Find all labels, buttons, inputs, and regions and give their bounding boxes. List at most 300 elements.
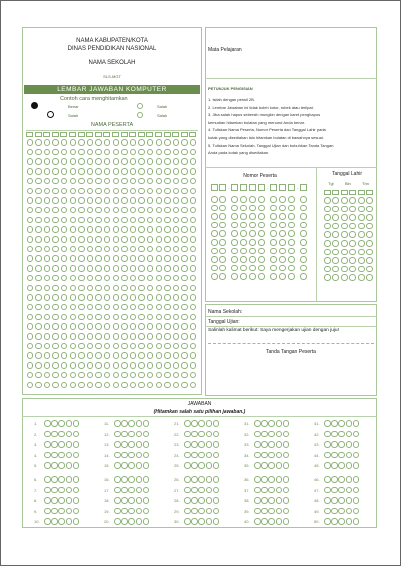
name-bubble[interactable]	[181, 285, 188, 292]
nomor-bubble[interactable]	[279, 205, 286, 212]
name-bubble[interactable]	[35, 149, 42, 156]
name-bubble[interactable]	[87, 139, 94, 146]
answer-option-bubble[interactable]	[73, 476, 80, 483]
answer-option-bubble[interactable]	[121, 518, 128, 525]
tanggal-bubble[interactable]	[349, 249, 356, 256]
name-bubble[interactable]	[70, 333, 77, 340]
tanggal-digit-box[interactable]	[341, 190, 348, 195]
answer-option-bubble[interactable]	[338, 476, 345, 483]
answer-option-bubble[interactable]	[254, 487, 261, 494]
name-bubble[interactable]	[164, 158, 171, 165]
nomor-digit-box[interactable]	[300, 184, 307, 191]
name-bubble[interactable]	[173, 158, 180, 165]
nomor-bubble[interactable]	[258, 213, 265, 220]
name-bubble[interactable]	[113, 236, 120, 243]
name-bubble[interactable]	[95, 197, 102, 204]
answer-option-bubble[interactable]	[66, 420, 73, 427]
name-bubble[interactable]	[95, 149, 102, 156]
answer-option-bubble[interactable]	[66, 497, 73, 504]
nomor-bubble[interactable]	[300, 265, 307, 272]
nomor-bubble[interactable]	[211, 213, 218, 220]
name-bubble[interactable]	[44, 285, 51, 292]
nomor-bubble[interactable]	[279, 239, 286, 246]
name-bubble[interactable]	[70, 188, 77, 195]
nomor-bubble[interactable]	[300, 230, 307, 237]
nomor-bubble[interactable]	[211, 265, 218, 272]
tanggal-digit-box[interactable]	[332, 190, 339, 195]
answer-option-bubble[interactable]	[338, 431, 345, 438]
nomor-bubble[interactable]	[279, 248, 286, 255]
answer-option-bubble[interactable]	[121, 462, 128, 469]
tanggal-bubble[interactable]	[358, 257, 365, 264]
name-bubble[interactable]	[138, 265, 145, 272]
answer-option-bubble[interactable]	[331, 518, 338, 525]
name-bubble[interactable]	[173, 323, 180, 330]
nomor-bubble[interactable]	[219, 196, 226, 203]
tanggal-bubble[interactable]	[332, 206, 339, 213]
answer-option-bubble[interactable]	[283, 518, 290, 525]
name-bubble[interactable]	[173, 255, 180, 262]
answer-option-bubble[interactable]	[191, 431, 198, 438]
name-bubble[interactable]	[138, 352, 145, 359]
tanggal-bubble[interactable]	[332, 223, 339, 230]
answer-option-bubble[interactable]	[276, 431, 283, 438]
name-bubble[interactable]	[121, 372, 128, 379]
name-bubble[interactable]	[95, 168, 102, 175]
nomor-digit-box[interactable]	[249, 184, 256, 191]
nomor-bubble[interactable]	[231, 205, 238, 212]
answer-option-bubble[interactable]	[128, 431, 135, 438]
name-bubble[interactable]	[156, 197, 163, 204]
answer-option-bubble[interactable]	[58, 508, 65, 515]
name-bubble[interactable]	[35, 314, 42, 321]
name-bubble[interactable]	[156, 217, 163, 224]
tanggal-bubble[interactable]	[332, 197, 339, 204]
name-bubble[interactable]	[78, 362, 85, 369]
name-bubble[interactable]	[156, 352, 163, 359]
name-bubble[interactable]	[164, 168, 171, 175]
name-bubble[interactable]	[173, 188, 180, 195]
answer-option-bubble[interactable]	[276, 476, 283, 483]
name-bubble[interactable]	[44, 352, 51, 359]
name-bubble[interactable]	[78, 226, 85, 233]
name-bubble[interactable]	[164, 285, 171, 292]
answer-option-bubble[interactable]	[191, 452, 198, 459]
nomor-bubble[interactable]	[240, 205, 247, 212]
tanggal-bubble[interactable]	[358, 214, 365, 221]
name-bubble[interactable]	[130, 323, 137, 330]
name-bubble[interactable]	[70, 352, 77, 359]
nomor-bubble[interactable]	[288, 248, 295, 255]
name-bubble[interactable]	[121, 246, 128, 253]
tanggal-digit-box[interactable]	[366, 190, 373, 195]
answer-option-bubble[interactable]	[213, 518, 220, 525]
name-bubble[interactable]	[52, 188, 59, 195]
name-bubble[interactable]	[138, 178, 145, 185]
answer-option-bubble[interactable]	[44, 441, 51, 448]
answer-option-bubble[interactable]	[206, 508, 213, 515]
name-bubble[interactable]	[95, 158, 102, 165]
name-bubble[interactable]	[164, 382, 171, 389]
nomor-bubble[interactable]	[231, 273, 238, 280]
name-bubble[interactable]	[156, 168, 163, 175]
tanggal-bubble[interactable]	[349, 274, 356, 281]
tanggal-bubble[interactable]	[341, 223, 348, 230]
name-bubble[interactable]	[138, 294, 145, 301]
tanggal-bubble[interactable]	[358, 240, 365, 247]
name-bubble[interactable]	[35, 372, 42, 379]
answer-option-bubble[interactable]	[198, 487, 205, 494]
tanggal-digit-box[interactable]	[358, 190, 365, 195]
answer-option-bubble[interactable]	[58, 431, 65, 438]
nomor-bubble[interactable]	[258, 239, 265, 246]
nomor-bubble[interactable]	[300, 213, 307, 220]
name-bubble[interactable]	[181, 275, 188, 282]
name-bubble[interactable]	[61, 139, 68, 146]
name-bubble[interactable]	[181, 236, 188, 243]
name-bubble[interactable]	[95, 255, 102, 262]
answer-option-bubble[interactable]	[268, 476, 275, 483]
name-bubble[interactable]	[95, 217, 102, 224]
answer-option-bubble[interactable]	[261, 476, 268, 483]
name-bubble[interactable]	[130, 265, 137, 272]
answer-option-bubble[interactable]	[346, 487, 353, 494]
name-bubble[interactable]	[121, 217, 128, 224]
name-bubble[interactable]	[156, 246, 163, 253]
answer-option-bubble[interactable]	[136, 497, 143, 504]
answer-option-bubble[interactable]	[51, 462, 58, 469]
answer-option-bubble[interactable]	[143, 420, 150, 427]
nomor-bubble[interactable]	[231, 256, 238, 263]
nomor-bubble[interactable]	[258, 248, 265, 255]
nomor-bubble[interactable]	[219, 256, 226, 263]
answer-option-bubble[interactable]	[324, 441, 331, 448]
answer-option-bubble[interactable]	[44, 431, 51, 438]
answer-option-bubble[interactable]	[206, 420, 213, 427]
nomor-bubble[interactable]	[240, 239, 247, 246]
tanggal-bubble[interactable]	[366, 206, 373, 213]
name-bubble[interactable]	[52, 226, 59, 233]
name-bubble[interactable]	[130, 139, 137, 146]
tanggal-bubble[interactable]	[358, 274, 365, 281]
answer-option-bubble[interactable]	[324, 497, 331, 504]
name-bubble[interactable]	[44, 168, 51, 175]
name-bubble[interactable]	[138, 188, 145, 195]
answer-option-bubble[interactable]	[261, 431, 268, 438]
name-bubble[interactable]	[70, 314, 77, 321]
name-bubble[interactable]	[113, 333, 120, 340]
answer-option-bubble[interactable]	[44, 518, 51, 525]
nomor-bubble[interactable]	[288, 205, 295, 212]
answer-option-bubble[interactable]	[66, 476, 73, 483]
name-bubble[interactable]	[61, 294, 68, 301]
name-bubble[interactable]	[130, 236, 137, 243]
answer-option-bubble[interactable]	[184, 508, 191, 515]
answer-option-bubble[interactable]	[324, 452, 331, 459]
answer-option-bubble[interactable]	[198, 518, 205, 525]
tanggal-bubble[interactable]	[332, 240, 339, 247]
name-bubble[interactable]	[173, 294, 180, 301]
answer-option-bubble[interactable]	[338, 497, 345, 504]
tanggal-bubble[interactable]	[349, 240, 356, 247]
name-bubble[interactable]	[52, 372, 59, 379]
name-bubble[interactable]	[181, 314, 188, 321]
nomor-bubble[interactable]	[211, 248, 218, 255]
name-bubble[interactable]	[78, 323, 85, 330]
name-bubble[interactable]	[113, 343, 120, 350]
name-bubble[interactable]	[138, 275, 145, 282]
name-bubble[interactable]	[113, 314, 120, 321]
nomor-bubble[interactable]	[231, 213, 238, 220]
nomor-digit-box[interactable]	[211, 184, 218, 191]
name-bubble[interactable]	[52, 362, 59, 369]
answer-option-bubble[interactable]	[114, 508, 121, 515]
tanggal-bubble[interactable]	[341, 206, 348, 213]
name-bubble[interactable]	[52, 158, 59, 165]
answer-option-bubble[interactable]	[324, 518, 331, 525]
answer-option-bubble[interactable]	[121, 431, 128, 438]
name-bubble[interactable]	[147, 265, 154, 272]
answer-option-bubble[interactable]	[128, 508, 135, 515]
answer-option-bubble[interactable]	[136, 487, 143, 494]
answer-option-bubble[interactable]	[136, 476, 143, 483]
answer-option-bubble[interactable]	[114, 476, 121, 483]
answer-option-bubble[interactable]	[261, 487, 268, 494]
name-bubble[interactable]	[164, 323, 171, 330]
name-letter-box[interactable]	[103, 132, 110, 137]
name-bubble[interactable]	[52, 352, 59, 359]
answer-option-bubble[interactable]	[198, 508, 205, 515]
name-bubble[interactable]	[78, 197, 85, 204]
answer-option-bubble[interactable]	[331, 497, 338, 504]
answer-option-bubble[interactable]	[184, 497, 191, 504]
answer-option-bubble[interactable]	[128, 476, 135, 483]
nomor-bubble[interactable]	[258, 205, 265, 212]
name-bubble[interactable]	[35, 294, 42, 301]
answer-option-bubble[interactable]	[114, 487, 121, 494]
name-bubble[interactable]	[121, 333, 128, 340]
name-bubble[interactable]	[164, 255, 171, 262]
name-bubble[interactable]	[78, 333, 85, 340]
tanggal-bubble[interactable]	[341, 214, 348, 221]
name-letter-box[interactable]	[78, 132, 85, 137]
name-bubble[interactable]	[164, 304, 171, 311]
name-bubble[interactable]	[70, 246, 77, 253]
answer-option-bubble[interactable]	[261, 497, 268, 504]
tanggal-bubble[interactable]	[332, 274, 339, 281]
name-bubble[interactable]	[27, 382, 34, 389]
name-bubble[interactable]	[156, 323, 163, 330]
nomor-bubble[interactable]	[231, 222, 238, 229]
name-bubble[interactable]	[35, 178, 42, 185]
answer-option-bubble[interactable]	[198, 462, 205, 469]
name-bubble[interactable]	[78, 168, 85, 175]
name-bubble[interactable]	[164, 372, 171, 379]
answer-option-bubble[interactable]	[143, 497, 150, 504]
name-bubble[interactable]	[27, 226, 34, 233]
answer-option-bubble[interactable]	[254, 462, 261, 469]
name-bubble[interactable]	[156, 188, 163, 195]
nomor-bubble[interactable]	[279, 230, 286, 237]
name-bubble[interactable]	[113, 197, 120, 204]
name-bubble[interactable]	[130, 226, 137, 233]
answer-option-bubble[interactable]	[338, 452, 345, 459]
tanggal-bubble[interactable]	[358, 266, 365, 273]
name-letter-box[interactable]	[121, 132, 128, 137]
name-letter-box[interactable]	[164, 132, 171, 137]
answer-option-bubble[interactable]	[213, 441, 220, 448]
tanggal-bubble[interactable]	[366, 223, 373, 230]
name-bubble[interactable]	[156, 255, 163, 262]
name-bubble[interactable]	[27, 149, 34, 156]
name-bubble[interactable]	[181, 343, 188, 350]
name-bubble[interactable]	[35, 255, 42, 262]
name-bubble[interactable]	[35, 343, 42, 350]
answer-option-bubble[interactable]	[206, 518, 213, 525]
tanggal-bubble[interactable]	[349, 266, 356, 273]
nomor-bubble[interactable]	[249, 265, 256, 272]
name-bubble[interactable]	[35, 304, 42, 311]
nomor-bubble[interactable]	[240, 196, 247, 203]
name-bubble[interactable]	[181, 382, 188, 389]
name-bubble[interactable]	[181, 323, 188, 330]
name-bubble[interactable]	[113, 149, 120, 156]
answer-option-bubble[interactable]	[44, 462, 51, 469]
name-bubble[interactable]	[35, 207, 42, 214]
answer-option-bubble[interactable]	[261, 452, 268, 459]
name-bubble[interactable]	[130, 382, 137, 389]
name-bubble[interactable]	[156, 333, 163, 340]
name-bubble[interactable]	[113, 265, 120, 272]
nomor-bubble[interactable]	[270, 196, 277, 203]
name-bubble[interactable]	[181, 255, 188, 262]
name-bubble[interactable]	[70, 149, 77, 156]
nomor-bubble[interactable]	[270, 239, 277, 246]
tanggal-bubble[interactable]	[366, 266, 373, 273]
tanggal-bubble[interactable]	[349, 257, 356, 264]
answer-option-bubble[interactable]	[191, 420, 198, 427]
name-bubble[interactable]	[95, 294, 102, 301]
name-bubble[interactable]	[95, 265, 102, 272]
nomor-bubble[interactable]	[270, 265, 277, 272]
nomor-bubble[interactable]	[270, 248, 277, 255]
answer-option-bubble[interactable]	[58, 487, 65, 494]
nomor-bubble[interactable]	[288, 230, 295, 237]
name-bubble[interactable]	[138, 362, 145, 369]
name-bubble[interactable]	[27, 314, 34, 321]
nomor-bubble[interactable]	[258, 196, 265, 203]
name-bubble[interactable]	[104, 139, 111, 146]
answer-option-bubble[interactable]	[261, 462, 268, 469]
name-bubble[interactable]	[52, 178, 59, 185]
name-bubble[interactable]	[130, 352, 137, 359]
name-bubble[interactable]	[70, 158, 77, 165]
answer-option-bubble[interactable]	[44, 420, 51, 427]
name-bubble[interactable]	[35, 217, 42, 224]
answer-option-bubble[interactable]	[58, 452, 65, 459]
tanggal-bubble[interactable]	[349, 223, 356, 230]
answer-option-bubble[interactable]	[346, 518, 353, 525]
name-bubble[interactable]	[113, 158, 120, 165]
answer-option-bubble[interactable]	[44, 508, 51, 515]
name-bubble[interactable]	[113, 168, 120, 175]
answer-option-bubble[interactable]	[51, 452, 58, 459]
name-bubble[interactable]	[181, 246, 188, 253]
name-bubble[interactable]	[27, 352, 34, 359]
name-bubble[interactable]	[156, 285, 163, 292]
nomor-bubble[interactable]	[231, 248, 238, 255]
name-bubble[interactable]	[104, 362, 111, 369]
answer-option-bubble[interactable]	[73, 497, 80, 504]
name-bubble[interactable]	[164, 362, 171, 369]
name-bubble[interactable]	[27, 255, 34, 262]
tanggal-bubble[interactable]	[332, 231, 339, 238]
nomor-bubble[interactable]	[288, 265, 295, 272]
answer-option-bubble[interactable]	[268, 487, 275, 494]
tanggal-digit-box[interactable]	[349, 190, 356, 195]
name-bubble[interactable]	[104, 265, 111, 272]
answer-option-bubble[interactable]	[191, 518, 198, 525]
tanggal-bubble[interactable]	[341, 249, 348, 256]
name-bubble[interactable]	[104, 333, 111, 340]
answer-option-bubble[interactable]	[198, 420, 205, 427]
name-bubble[interactable]	[130, 188, 137, 195]
answer-option-bubble[interactable]	[66, 508, 73, 515]
nomor-bubble[interactable]	[211, 222, 218, 229]
answer-option-bubble[interactable]	[276, 518, 283, 525]
answer-option-bubble[interactable]	[324, 508, 331, 515]
nomor-bubble[interactable]	[211, 205, 218, 212]
name-letter-box[interactable]	[112, 132, 119, 137]
name-bubble[interactable]	[27, 168, 34, 175]
name-bubble[interactable]	[130, 158, 137, 165]
answer-option-bubble[interactable]	[121, 508, 128, 515]
answer-option-bubble[interactable]	[331, 462, 338, 469]
nomor-bubble[interactable]	[249, 248, 256, 255]
name-letter-box[interactable]	[69, 132, 76, 137]
nomor-bubble[interactable]	[288, 196, 295, 203]
name-bubble[interactable]	[113, 188, 120, 195]
nomor-bubble[interactable]	[300, 248, 307, 255]
name-bubble[interactable]	[130, 294, 137, 301]
answer-option-bubble[interactable]	[58, 476, 65, 483]
answer-option-bubble[interactable]	[143, 462, 150, 469]
name-bubble[interactable]	[190, 362, 197, 369]
name-bubble[interactable]	[121, 197, 128, 204]
name-bubble[interactable]	[156, 362, 163, 369]
answer-option-bubble[interactable]	[206, 452, 213, 459]
name-bubble[interactable]	[181, 372, 188, 379]
tanggal-bubble[interactable]	[349, 197, 356, 204]
answer-option-bubble[interactable]	[114, 497, 121, 504]
name-bubble[interactable]	[35, 352, 42, 359]
nomor-digit-box[interactable]	[231, 184, 238, 191]
name-bubble[interactable]	[147, 139, 154, 146]
answer-option-bubble[interactable]	[184, 431, 191, 438]
answer-option-bubble[interactable]	[66, 431, 73, 438]
answer-option-bubble[interactable]	[73, 441, 80, 448]
answer-option-bubble[interactable]	[121, 441, 128, 448]
name-bubble[interactable]	[95, 236, 102, 243]
tanggal-bubble[interactable]	[366, 249, 373, 256]
name-bubble[interactable]	[27, 139, 34, 146]
name-bubble[interactable]	[121, 275, 128, 282]
tanggal-bubble[interactable]	[332, 266, 339, 273]
nomor-bubble[interactable]	[249, 230, 256, 237]
name-bubble[interactable]	[156, 382, 163, 389]
name-bubble[interactable]	[113, 285, 120, 292]
name-bubble[interactable]	[138, 236, 145, 243]
